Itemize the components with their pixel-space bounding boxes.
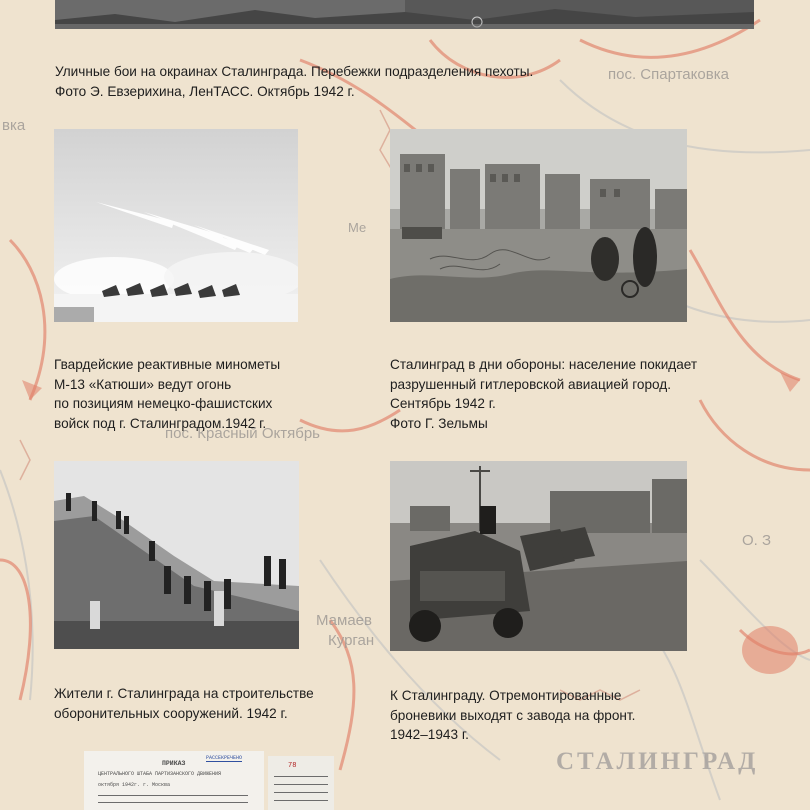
- map-label-mamaev: Мамаев: [316, 612, 372, 629]
- document-title: ПРИКАЗ: [162, 760, 186, 767]
- map-label-kurgan: Курган: [328, 632, 375, 649]
- caption-defense: Сталинград в дни обороны: население покидает разрушенный гитлеровской авиацией город. Сентябрь 1942 г. Фото Г. Зельмы: [390, 357, 698, 431]
- map-label-oz: О. З: [742, 532, 772, 549]
- caption-street-fighting: Уличные бои на окраинах Сталинграда. Перебежки подразделения пехоты. Фото Э. Евзерихина, ЛенТАСС. Октябрь 1942 г.: [55, 64, 534, 99]
- map-label-stalingrad: СТАЛИНГРАД: [556, 748, 759, 775]
- map-label-vka: вка: [2, 117, 26, 134]
- document-stamp: РАССЕКРЕЧЕНО: [206, 755, 243, 761]
- archive-document-second: [268, 756, 334, 810]
- document-number: 78: [288, 762, 297, 770]
- caption-armored: К Сталинграду. Отремонтированные броневики выходят с завода на фронт. 1942–1943 г.: [390, 688, 636, 742]
- document-line-1: ЦЕНТРАЛЬНОГО ШТАБА ПАРТИЗАНСКОГО ДВИЖЕНИЯ: [98, 771, 222, 777]
- caption-katyusha: Гвардейские реактивные минометы М-13 «Катюши» ведут огонь по позициям немецко-фашистских войск под г. Сталинградом.1942 г.: [54, 357, 281, 431]
- document-line-2: октября 1942г. г. Москва: [98, 782, 171, 788]
- photo-katyusha: [54, 129, 298, 322]
- photo-armored-cars: [390, 461, 687, 651]
- archive-document-order: [84, 751, 264, 810]
- map-label-krasny-oktyabr: пос. Красный Октябрь: [165, 425, 320, 442]
- map-label-spartanovka: пос. Спартаковка: [608, 66, 729, 83]
- photo-defense-ruins: [390, 129, 687, 322]
- photo-street-fighting: [55, 0, 754, 29]
- caption-construction: Жители г. Сталинграда на строительстве оборонительных сооружений. 1942 г.: [54, 686, 314, 721]
- photo-construction: [54, 461, 299, 649]
- map-label-me: Ме: [348, 220, 367, 235]
